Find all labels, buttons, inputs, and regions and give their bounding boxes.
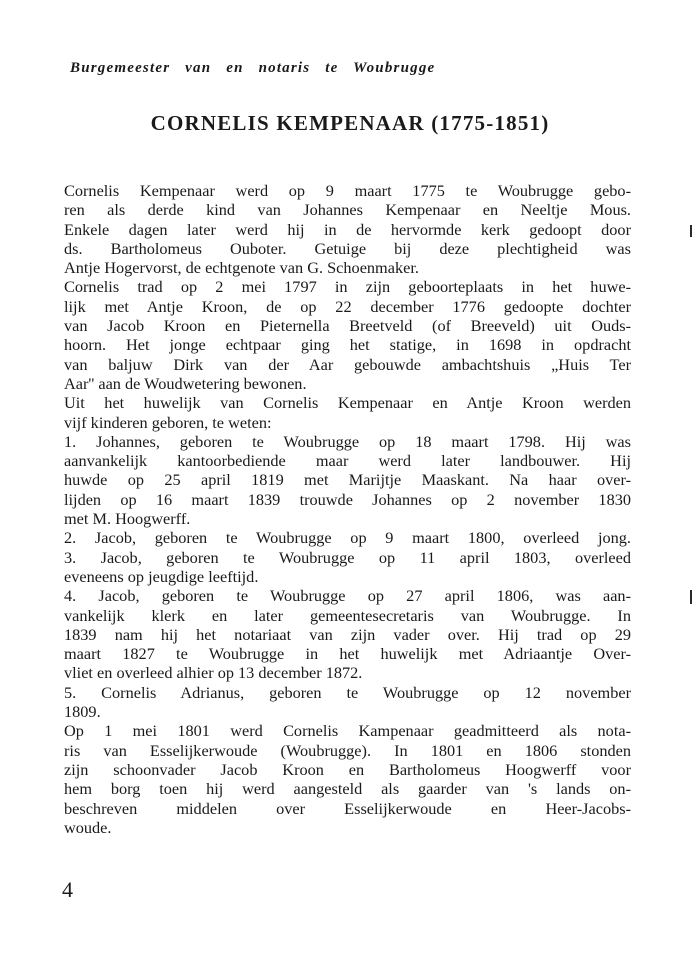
text-line: 3. Jacob, geboren te Woubrugge op 11 april 1803, overleed [64,547,631,567]
text-line: vijf kinderen geboren, te weten: [64,412,272,432]
text-line: 2. Jacob, geboren te Woubrugge op 9 maart 1800, overleed jong. [64,528,631,548]
text-line: huwde op 25 april 1819 met Marijtje Maaskant. Na haar over- [64,470,631,490]
text-line: 4. Jacob, geboren te Woubrugge op 27 april 1806, was aan- [64,586,631,606]
page-number: 4 [62,877,73,902]
text-line: van Jacob Kroon en Pieternella Breetveld (of Breeveld) uit Ouds- [64,316,631,336]
text-line: van baljuw Dirk van der Aar gebouwde ambachtshuis „Huis Ter [64,354,631,374]
text-line: hoorn. Het jonge echtpaar ging het statige, in 1698 in opdracht [64,335,631,355]
text-line: ris van Esselijkerwoude (Woubrugge). In 1801 en 1806 stonden [64,740,631,760]
text-line: lijden op 16 maart 1839 trouwde Johannes op 2 november 1830 [64,489,631,509]
text-line: Aar'' aan de Woudwetering bewonen. [64,373,307,393]
text-line: beschreven middelen over Esselijkerwoude en Heer-Jacobs- [64,798,631,818]
text-line: Op 1 mei 1801 werd Cornelis Kampenaar geadmitteerd als nota- [64,721,631,741]
text-line: vankelijk klerk en later gemeentesecretaris van Woubrugge. In [64,605,631,625]
text-line: zijn schoonvader Jacob Kroon en Bartholomeus Hoogwerff voor [64,759,631,779]
text-line: maart 1827 te Woubrugge in het huwelijk met Adriaantje Over- [64,644,631,664]
text-line: 1839 nam hij het notariaat van zijn vader over. Hij trad op 29 [64,624,631,644]
text-line: met M. Hoogwerff. [64,509,191,529]
body-text [64,181,631,837]
text-line: ds. Bartholomeus Ouboter. Getuige bij deze plechtigheid was [64,238,631,258]
text-line: Cornelis Kempenaar werd op 9 maart 1775 te Woubrugge gebo- [64,181,631,200]
text-line: Uit het huwelijk van Cornelis Kempenaar en Antje Kroon werden [64,393,631,413]
text-line: eveneens op jeugdige leeftijd. [64,566,259,586]
page-subtitle: Burgemeester van en notaris te Woubrugge [70,60,436,76]
text-line: lijk met Antje Kroon, de op 22 december 1776 gedoopte dochter [64,296,631,316]
text-line: woude. [64,817,112,837]
text-line: Cornelis trad op 2 mei 1797 in zijn geboorteplaats in het huwe- [64,277,631,297]
text-line: vliet en overleed alhier op 13 december 1872. [64,663,363,683]
text-line: hem borg toen hij werd aangesteld als gaarder van 's lands on- [64,779,631,799]
text-line: 5. Cornelis Adrianus, geboren te Woubrugge op 12 november [64,682,631,702]
text-line: Antje Hogervorst, de echtgenote van G. Schoenmaker. [64,258,419,278]
text-line: 1. Johannes, geboren te Woubrugge op 18 maart 1798. Hij was [64,431,631,451]
page-title: CORNELIS KEMPENAAR (1775-1851) [150,111,550,135]
text-line: 1809. [64,702,101,722]
scan-edge-mark [690,590,692,604]
text-line: Enkele dagen later werd hij in de hervormde kerk gedoopt door [64,219,631,239]
text-line: aanvankelijk kantoorbediende maar werd later landbouwer. Hij [64,451,631,471]
scan-edge-mark [690,225,692,237]
text-line: ren als derde kind van Johannes Kempenaar en Neeltje Mous. [64,200,631,220]
